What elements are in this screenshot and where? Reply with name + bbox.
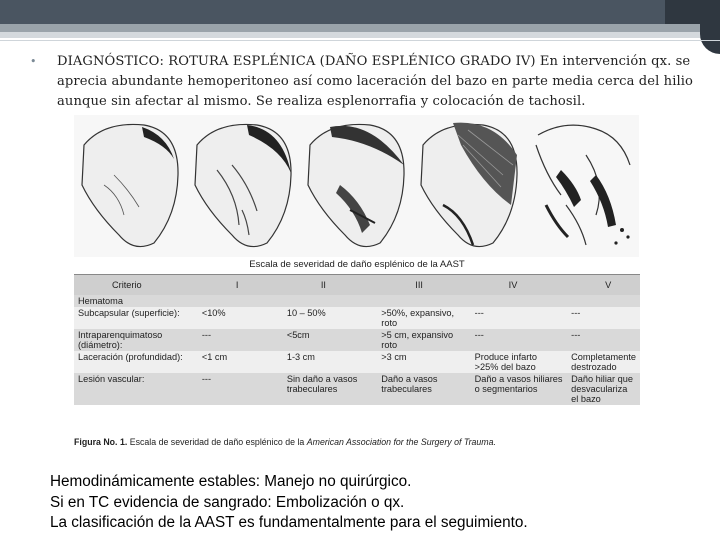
table-cell: --- [567, 329, 640, 351]
header-criterio: Criterio [74, 275, 198, 296]
spleen-grade-2-illustration [187, 115, 300, 257]
table-cell: >3 cm [377, 351, 470, 373]
figure-caption [74, 437, 640, 447]
table-section-row [74, 295, 640, 307]
spleen-grade-4-illustration [413, 115, 526, 257]
right-corner-decoration [700, 24, 720, 54]
table-cell: Produce infarto >25% del bazo [471, 351, 568, 373]
table-title: Escala de severidad de daño esplénico de la AAST [249, 259, 465, 270]
table-cell: <1 cm [198, 351, 283, 373]
table-cell: --- [471, 329, 568, 351]
table-row [74, 329, 640, 351]
top-header-band [0, 0, 720, 24]
table-cell: <5cm [283, 329, 377, 351]
spleen-grade-1-illustration [74, 115, 187, 257]
note-line: Hemodinámicamente estables: Manejo no quirúrgico. [50, 473, 412, 490]
header-grade-1: I [198, 275, 283, 296]
header-grade-4: IV [471, 275, 568, 296]
table-row [74, 307, 640, 329]
table-cell: Subcapsular (superficie): [74, 307, 198, 329]
table-cell: Completamente destrozado [567, 351, 640, 373]
section-hematoma: Hematoma [74, 295, 640, 307]
table-row [74, 373, 640, 405]
header-corner-block [665, 0, 720, 24]
table-cell: Laceración (profundidad): [74, 351, 198, 373]
header-grade-5: V [567, 275, 640, 296]
note-line: Si en TC evidencia de sangrado: Embolización o qx. [50, 493, 405, 511]
aast-figure [74, 115, 640, 455]
table-cell: Daño a vasos trabeculares [377, 373, 470, 405]
table-cell: --- [567, 307, 640, 329]
spleen-illustrations [74, 115, 640, 257]
header-grade-2: II [283, 275, 377, 296]
table-cell: 10 – 50% [283, 307, 377, 329]
table-cell: 1-3 cm [283, 351, 377, 373]
spleen-grade-3-illustration [300, 115, 413, 257]
table-cell: Lesión vascular: [74, 373, 198, 405]
table-cell: --- [471, 307, 568, 329]
caption-text: Escala de severidad de daño esplénico de la [127, 437, 307, 447]
diagnosis-text: DIAGNÓSTICO: ROTURA ESPLÉNICA (DAÑO ESPLÉNICO GRADO IV) En intervención qx. se aprecia abundante hemoperitoneo así como laceración del bazo en parte media cerca del hilio aunque sin afectar al mismo. Se realiza esplenorrafia y colocación de tachosil. [57, 54, 694, 109]
table-cell: --- [198, 329, 283, 351]
note-line: La clasificación de la AAST es fundamentalmente para el seguimiento. [50, 514, 528, 531]
table-cell: >5 cm, expansivo roto [377, 329, 470, 351]
table-cell: Sin daño a vasos trabeculares [283, 373, 377, 405]
top-light-band [0, 32, 720, 38]
table-cell: Daño a vasos hiliares o segmentarios [471, 373, 568, 405]
header-grade-3: III [377, 275, 470, 296]
table-header-row [74, 275, 640, 296]
bullet-marker: • [30, 55, 37, 68]
table-cell: <10% [198, 307, 283, 329]
top-accent-band [0, 24, 720, 32]
spleen-grade-5-illustration [526, 115, 639, 257]
management-notes [50, 472, 710, 534]
diagnosis-bullet [30, 52, 700, 112]
aast-grading-table [74, 274, 640, 405]
table-row [74, 351, 640, 373]
table-cell: --- [198, 373, 283, 405]
table-cell: Intraparenquimatoso (diámetro): [74, 329, 198, 351]
header-divider [0, 40, 720, 41]
table-cell: Daño hiliar que desvaculariza el bazo [567, 373, 640, 405]
table-cell: >50%, expansivo, roto [377, 307, 470, 329]
caption-label: Figura No. 1. [74, 437, 128, 447]
caption-organization: American Association for the Surgery of Trauma. [306, 437, 496, 447]
